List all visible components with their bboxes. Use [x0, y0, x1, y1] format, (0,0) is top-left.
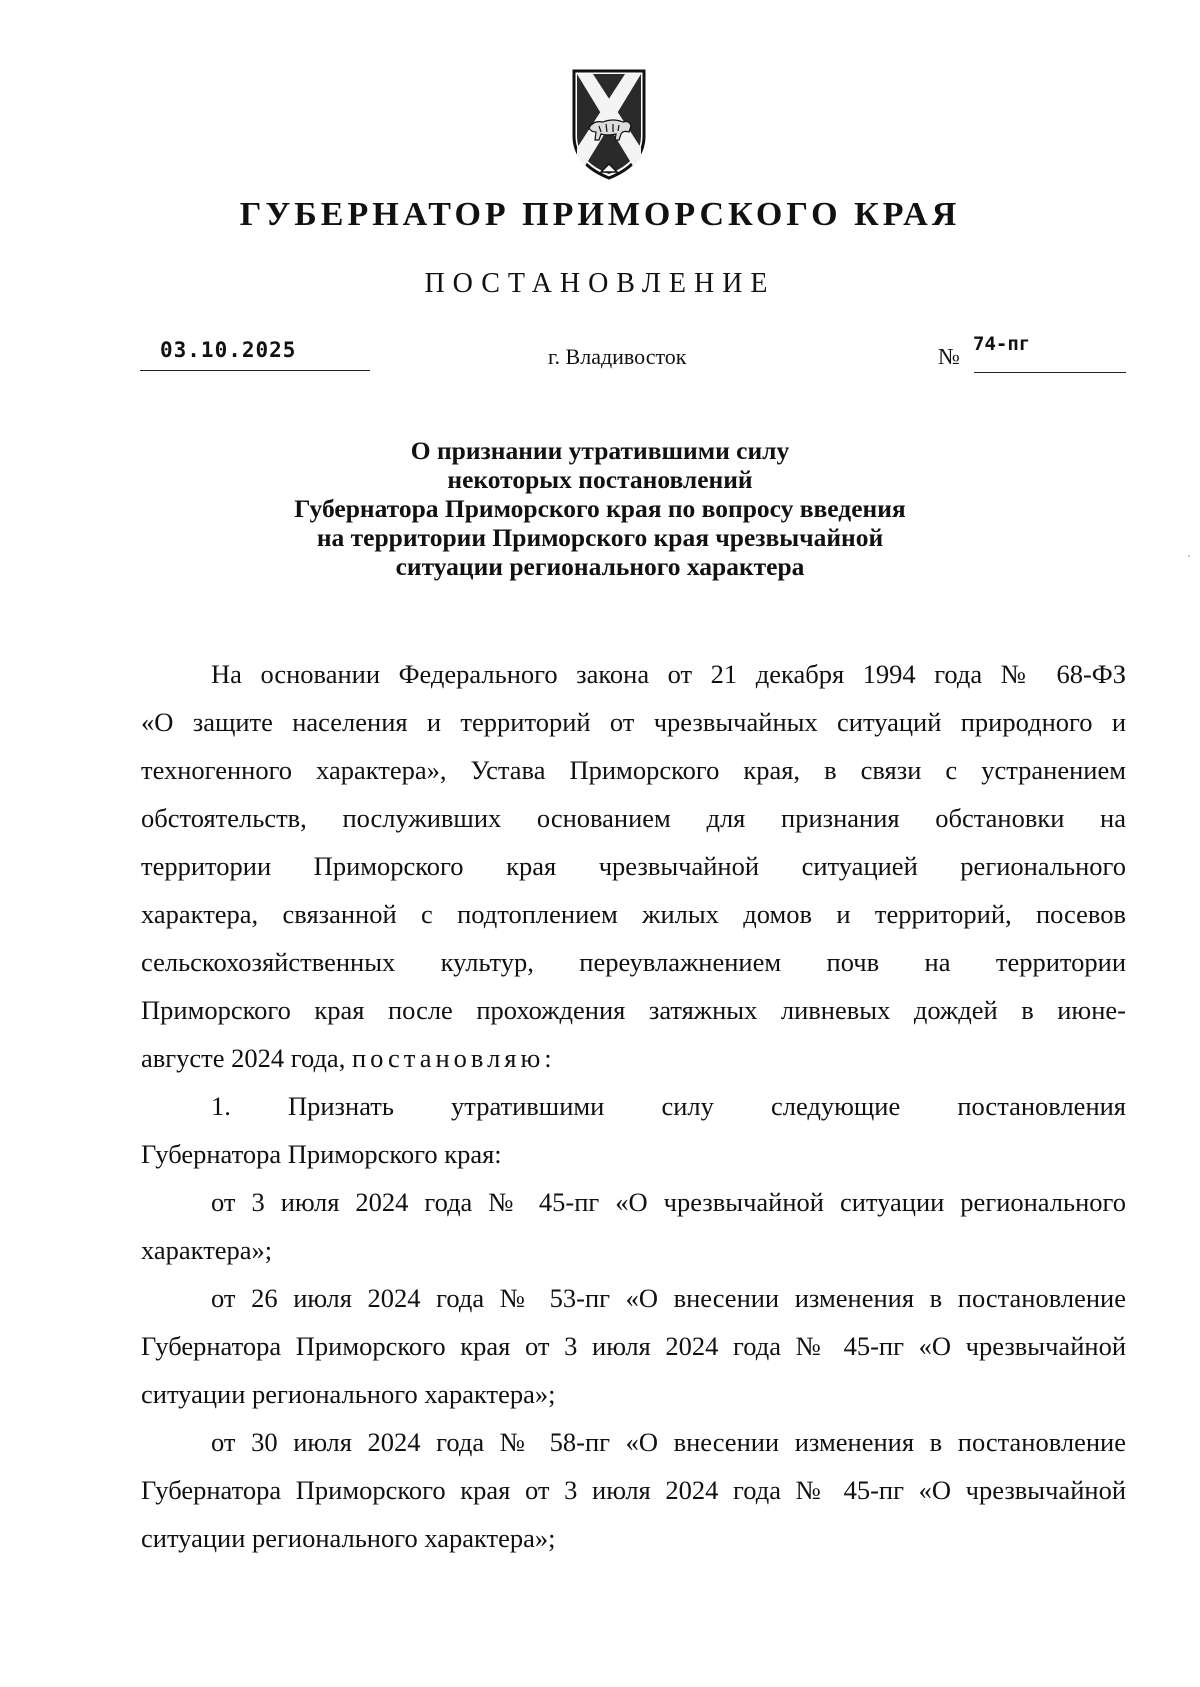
title-line: некоторых постановлений: [447, 465, 753, 494]
date-underline: [140, 370, 370, 371]
title-line: О признании утратившими силу: [410, 436, 790, 465]
body-line: 1. Признать утратившими силу следующие постановления: [211, 1091, 1126, 1121]
body-line: характера»;: [141, 1235, 273, 1265]
number-underline: [974, 372, 1126, 373]
body-line: «О защите населения и территорий от чрезвычайных ситуаций природного и: [141, 707, 1126, 737]
number-sign: №: [938, 344, 960, 369]
authority-heading: ГУБЕРНАТОР ПРИМОРСКОГО КРАЯ: [239, 196, 961, 233]
body-text: августе 2024 года,: [141, 1043, 346, 1073]
body-line: от 30 июля 2024 года № 58-пг «О внесении изменения в постановление: [211, 1427, 1126, 1457]
title-line: ситуации регионального характера: [395, 552, 805, 581]
body-line: На основании Федерального закона от 21 декабря 1994 года № 68-ФЗ: [211, 659, 1126, 689]
body-line: характера, связанной с подтоплением жилых домов и территорий, посевов: [141, 899, 1126, 929]
scan-speck: [1188, 555, 1190, 557]
body-line: территории Приморского края чрезвычайной ситуацией регионального: [141, 851, 1126, 881]
document-number: 74-пг: [973, 333, 1031, 355]
title-line: на территории Приморского края чрезвычайной: [316, 523, 884, 552]
document-type: ПОСТАНОВЛЕНИЕ: [424, 268, 776, 299]
body-line: сельскохозяйственных культур, переувлажнением почв на территории: [141, 947, 1126, 977]
body-line: от 26 июля 2024 года № 53-пг «О внесении изменения в постановление: [211, 1283, 1126, 1313]
document-title: [200, 436, 1000, 581]
body-line: техногенного характера», Устава Приморского края, в связи с устранением: [141, 755, 1126, 785]
title-line: Губернатора Приморского края по вопросу введения: [294, 494, 906, 523]
document-body: [141, 650, 1126, 1562]
body-line: обстоятельств, послуживших основанием для признания обстановки на: [141, 803, 1126, 833]
document-city: г. Владивосток: [548, 344, 687, 369]
body-line: [141, 1034, 1126, 1082]
document-date: 03.10.2025: [160, 338, 297, 362]
body-line: Губернатора Приморского края:: [141, 1139, 502, 1169]
body-line: ситуации регионального характера»;: [141, 1379, 556, 1409]
body-line: Губернатора Приморского края от 3 июля 2024 года № 45-пг «О чрезвычайной: [141, 1475, 1126, 1505]
body-line: от 3 июля 2024 года № 45-пг «О чрезвычайной ситуации регионального: [211, 1187, 1126, 1217]
body-line: Приморского края после прохождения затяжных ливневых дождей в июне-: [141, 995, 1126, 1025]
body-line: Губернатора Приморского края от 3 июля 2024 года № 45-пг «О чрезвычайной: [141, 1331, 1126, 1361]
coat-of-arms-icon: [571, 68, 647, 184]
body-line: ситуации регионального характера»;: [141, 1523, 556, 1553]
decree-word: постановляю:: [351, 1043, 556, 1073]
